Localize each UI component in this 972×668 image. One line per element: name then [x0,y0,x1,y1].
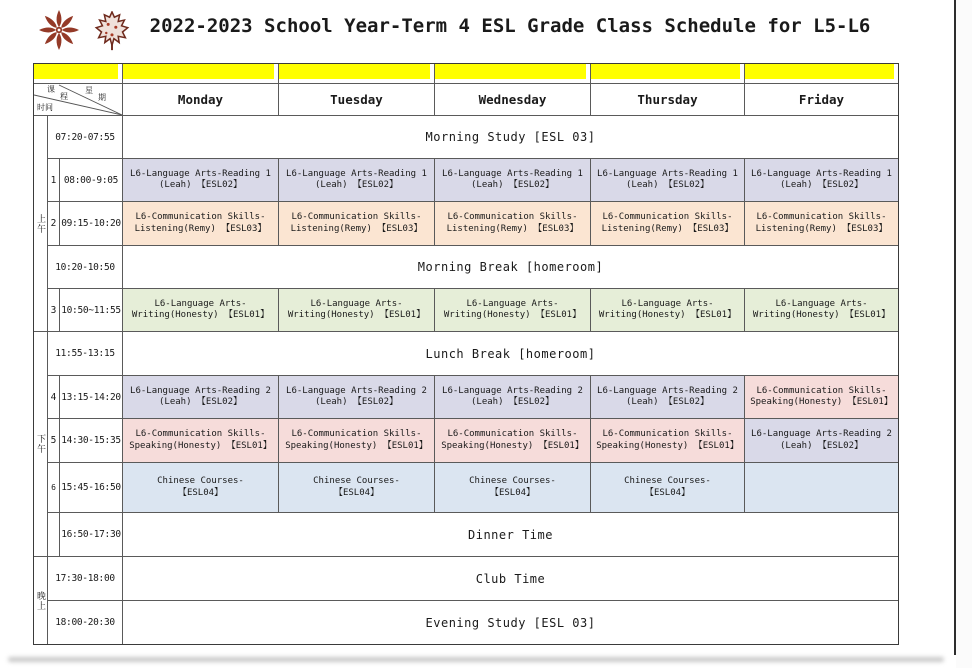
course-cell [435,419,591,463]
day-header-thursday: Thursday [591,84,745,116]
period-number: 6 [48,463,60,513]
club-time-cell: Club Time [123,557,898,601]
course-cell [123,202,279,246]
day-header-tuesday: Tuesday [279,84,435,116]
group-label-morning: 上午 [34,116,48,332]
course-cell [591,202,745,246]
course-cell [123,159,279,202]
course-cell [123,419,279,463]
course-cell [435,202,591,246]
course-cell [435,289,591,332]
course-room: Writing(Honesty) 【ESL01】 [443,310,582,320]
course-room: 【ESL04】 [333,487,380,498]
course-room: Listening(Remy) 【ESL03】 [755,223,888,234]
evening-study-cell: Evening Study [ESL 03] [425,615,596,630]
yellow-banner-cell [591,64,745,84]
course-room: (Leah) 【ESL02】 [314,397,399,407]
yellow-banner-cell [34,64,123,84]
page-margin [956,0,972,668]
course-room: (Leah) 【ESL02】 [625,397,710,407]
course-room: Writing(Honesty) 【ESL01】 [598,310,737,320]
course-cell [745,159,898,202]
course-title: L6-Language Arts- [621,298,714,309]
time-cell: 09:15-10:20 [60,202,123,246]
course-title: Chinese Courses- [157,476,244,486]
course-title: L6-Language Arts-Reading 1 [597,168,738,179]
corner-course-label: 课 [47,85,55,94]
corner-time-label: 时间 [37,103,53,112]
time-cell: 15:45-16:50 [60,463,123,513]
course-cell [279,202,435,246]
course-cell [435,376,591,419]
page-bottom-shadow [8,657,944,662]
course-title: L6-Language Arts-Reading 1 [286,168,427,179]
period-number: 3 [48,289,60,332]
course-room: Listening(Remy) 【ESL03】 [290,223,423,234]
course-cell [279,463,435,513]
course-room: (Leah) 【ESL02】 [779,440,864,451]
yellow-banner-cell [745,64,898,84]
course-title: L6-Language Arts- [310,298,403,309]
morning-study-cell: Morning Study [ESL 03] [123,116,898,159]
course-title: Chinese Courses- [624,476,711,486]
yellow-banner-cell [279,64,435,84]
time-cell: 17:30-18:00 [48,557,123,601]
page-title: 2022-2023 School Year-Term 4 ESL Grade Class Schedule for L5-L6 [149,15,871,37]
period-number: 5 [48,419,60,463]
period-number-empty [48,513,60,557]
dinner-time-cell: Dinner Time [123,513,898,557]
course-cell [123,463,279,513]
course-room: Writing(Honesty) 【ESL01】 [287,310,426,320]
course-title: L6-Communication Skills- [291,212,422,222]
schedule-table [33,63,899,645]
course-title: L6-Language Arts-Reading 2 [442,385,583,396]
course-room: (Leah) 【ESL02】 [158,397,243,407]
course-room: (Leah) 【ESL02】 [779,180,864,190]
course-cell [435,159,591,202]
maple-flower-emblem-icon [36,8,82,56]
course-room: Listening(Remy) 【ESL03】 [134,223,267,234]
course-cell [279,376,435,419]
course-title: L6-Language Arts-Reading 2 [597,385,738,396]
corner-header-cell [34,84,123,116]
course-room: Listening(Remy) 【ESL03】 [601,223,734,234]
course-title: L6-Language Arts-Reading 2 [130,385,271,396]
course-room: (Leah) 【ESL02】 [314,180,399,190]
time-cell: 16:50-17:30 [60,513,123,557]
period-number: 1 [48,159,60,202]
course-room: Speaking(Honesty) 【ESL01】 [129,440,272,451]
course-cell [279,159,435,202]
course-room: (Leah) 【ESL02】 [470,397,555,407]
morning-break-cell: Morning Break [homeroom] [123,246,898,289]
course-room: 【ESL04】 [644,487,691,498]
course-title: Chinese Courses- [313,476,400,486]
time-cell: 10:50~11:55 [60,289,123,332]
course-title: L6-Language Arts-Reading 2 [286,385,427,396]
time-cell: 13:15-14:20 [60,376,123,419]
course-room: Speaking(Honesty) 【ESL01】 [596,440,739,451]
course-title: L6-Communication Skills- [291,429,422,439]
group-label-afternoon: 下午 [34,332,48,557]
course-cell [591,463,745,513]
course-cell [123,376,279,419]
course-cell [591,159,745,202]
course-title: L6-Language Arts- [775,298,868,309]
course-title: L6-Communication Skills- [135,212,266,222]
time-cell: 14:30-15:35 [60,419,123,463]
page-edge-line [954,0,956,655]
yellow-banner-cell [435,64,591,84]
course-cell [123,289,279,332]
course-title: L6-Communication Skills- [756,212,887,222]
day-header-friday: Friday [745,84,898,116]
course-room: Speaking(Honesty) 【ESL01】 [441,440,584,451]
course-title: L6-Communication Skills- [447,212,578,222]
course-cell [745,376,898,419]
course-room: 【ESL04】 [177,487,224,498]
course-title: L6-Communication Skills- [602,429,733,439]
course-title: L6-Language Arts- [154,298,247,309]
course-title: L6-Communication Skills- [756,385,887,396]
course-cell [279,289,435,332]
day-header-wednesday: Wednesday [435,84,591,116]
yellow-banner-cell [123,64,279,84]
course-room: Speaking(Honesty) 【ESL01】 [750,397,893,407]
corner-day-label: 星 [85,86,93,95]
course-title: L6-Language Arts- [466,298,559,309]
course-title: L6-Communication Skills- [447,429,578,439]
course-room: Writing(Honesty) 【ESL01】 [752,310,891,320]
course-room: Listening(Remy) 【ESL03】 [446,223,579,234]
course-cell [745,419,898,463]
course-cell [591,289,745,332]
course-title: L6-Language Arts-Reading 2 [751,429,892,439]
course-cell [279,419,435,463]
course-room: (Leah) 【ESL02】 [470,180,555,190]
course-cell [745,289,898,332]
course-title: L6-Communication Skills- [135,429,266,439]
course-title: L6-Communication Skills- [602,212,733,222]
course-room: (Leah) 【ESL02】 [625,180,710,190]
period-number: 2 [48,202,60,246]
course-room: (Leah) 【ESL02】 [158,180,243,190]
course-cell [745,202,898,246]
course-room: 【ESL04】 [489,487,536,498]
course-cell-empty [745,463,898,513]
time-cell: 11:55-13:15 [48,332,123,376]
period-number: 4 [48,376,60,419]
course-title: L6-Language Arts-Reading 1 [751,168,892,179]
corner-day-label: 期 [98,93,106,102]
course-room: Writing(Honesty) 【ESL01】 [131,310,270,320]
course-room: Speaking(Honesty) 【ESL01】 [285,440,428,451]
lunch-break-cell: Lunch Break [homeroom] [123,332,898,376]
time-cell: 08:00-9:05 [60,159,123,202]
group-label-evening: 晚上 [34,557,48,644]
corner-course-label: 程 [60,92,68,101]
day-header-monday: Monday [123,84,279,116]
time-cell: 07:20-07:55 [48,116,123,159]
course-title: Chinese Courses- [469,476,556,486]
course-title: L6-Language Arts-Reading 1 [442,168,583,179]
course-cell [435,463,591,513]
course-title: L6-Language Arts-Reading 1 [130,168,271,179]
time-cell: 10:20-10:50 [48,246,123,289]
course-cell [591,419,745,463]
course-cell [591,376,745,419]
time-cell: 18:00-20:30 [48,601,123,644]
